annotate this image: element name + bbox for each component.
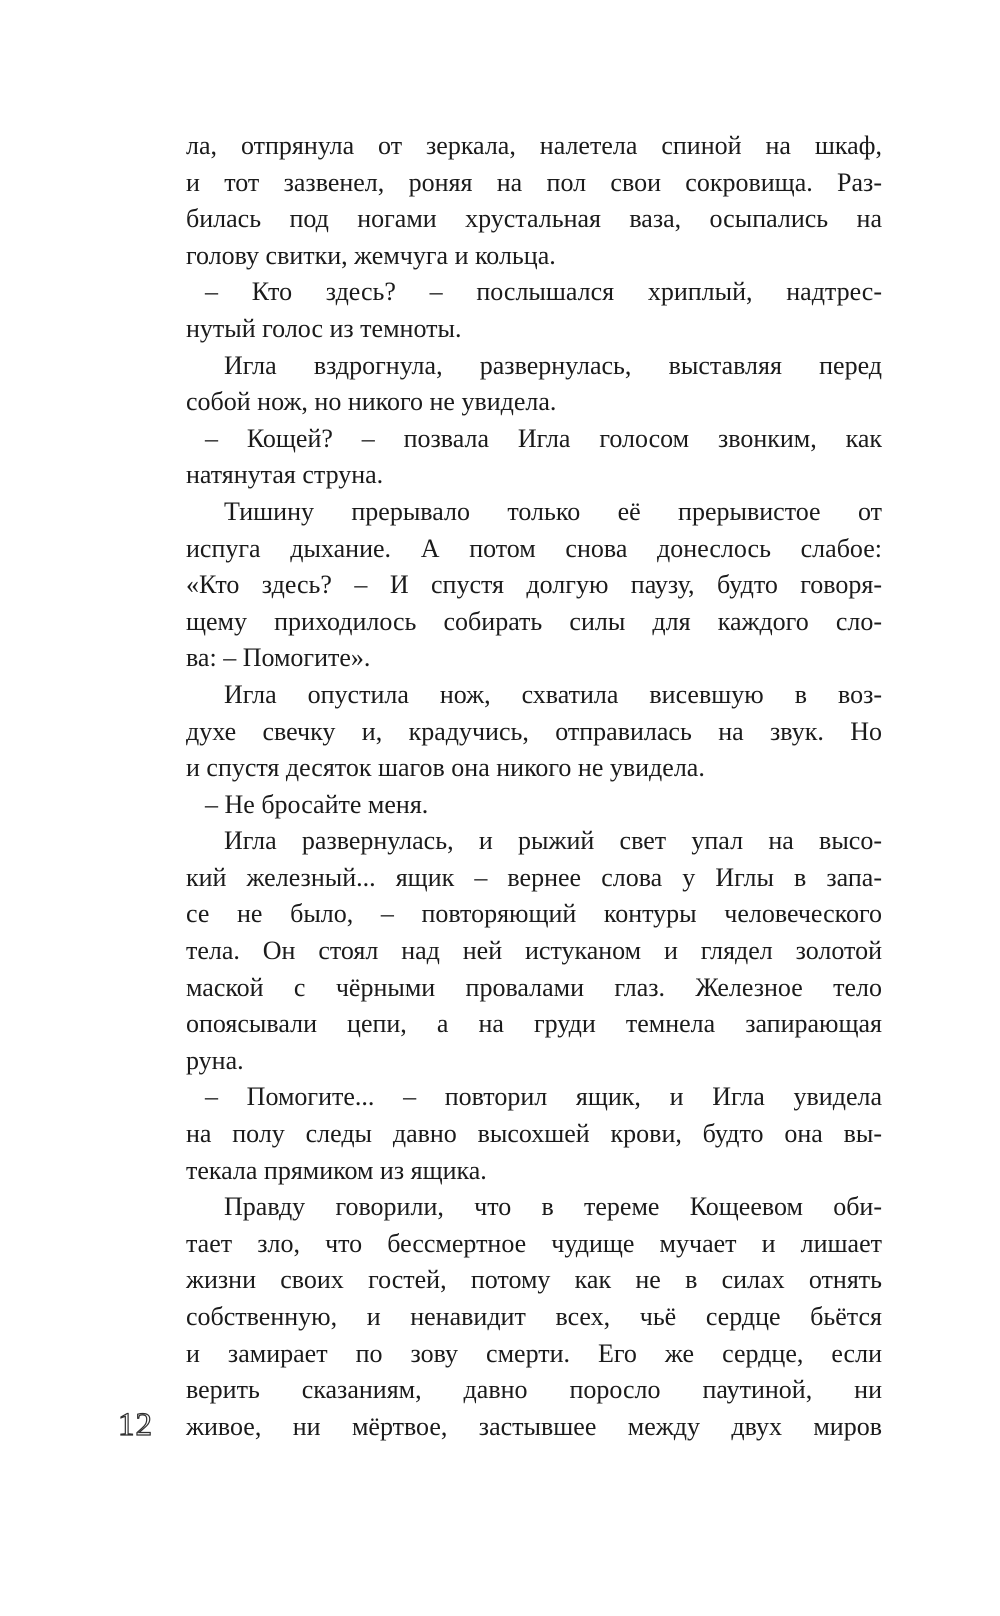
text-line: – Помогите... – повторил ящик, и Игла увидела [205,1082,882,1112]
text-line: маской с чёрными провалами глаз. Железное тело [186,972,882,1002]
text-line: голову свитки, жемчуга и кольца. [186,240,556,270]
text-line: Игла опустила нож, схватила висевшую в воз- [224,679,882,709]
text-line: собой нож, но никого не увидела. [186,387,557,417]
text-line: «Кто здесь? – И спустя долгую паузу, будто говоря- [186,570,882,600]
text-block [186,128,882,1445]
text-line: и замирает по зову смерти. Его же сердце, если [186,1338,882,1368]
text-line: и тот зазвенел, роняя на пол свои сокровища. Раз- [186,167,882,197]
text-line: жизни своих гостей, потому как не в силах отнять [186,1265,882,1295]
text-line: Игла развернулась, и рыжий свет упал на высо- [224,826,882,856]
text-line: на полу следы давно высохшей крови, будто она вы- [186,1119,882,1149]
text-line: щему приходилось собирать силы для каждого сло- [186,606,882,636]
text-line: билась под ногами хрустальная ваза, осыпались на [186,204,882,234]
text-line: опоясывали цепи, а на груди темнела запирающая [186,1009,882,1039]
text-line: ла, отпрянула от зеркала, налетела спиной на шкаф, [186,131,882,160]
text-line: се не было, – повторяющий контуры человеческого [186,899,882,929]
text-line: испуга дыхание. А потом снова донеслось слабое: [186,533,882,563]
text-line: живое, ни мёртвое, застывшее между двух миров [186,1411,882,1441]
text-line: кий железный... ящик – вернее слова у Иглы в запа- [186,862,882,892]
text-line: – Кощей? – позвала Игла голосом звонким, как [205,423,882,453]
text-line: тает зло, что бессмертное чудище мучает и лишает [186,1228,882,1258]
text-line: нутый голос из темноты. [186,313,462,343]
text-line: – Не бросайте меня. [205,789,429,819]
text-line: руна. [186,1045,244,1075]
text-line: тела. Он стоял над ней истуканом и глядел золотой [186,936,882,966]
text-line: Правду говорили, что в тереме Кощеевом оби- [224,1192,882,1222]
text-line: текала прямиком из ящика. [186,1155,487,1185]
text-line: натянутая струна. [186,460,384,490]
text-line: – Кто здесь? – послышался хриплый, надтрес- [205,277,882,307]
text-line: верить сказаниям, давно поросло паутиной, ни [186,1375,882,1405]
text-line: духе свечку и, крадучись, отправилась на звук. Но [186,716,882,746]
text-line: и спустя десяток шагов она никого не увидела. [186,753,705,783]
text-line: собственную, и ненавидит всех, чьё сердце бьётся [186,1302,882,1331]
text-line: Тишину прерывало только её прерывистое от [224,496,882,526]
page-number: 12 [118,1407,153,1443]
text-line: ва: – Помогите». [186,643,371,673]
text-line: Игла вздрогнула, развернулась, выставляя перед [224,350,882,380]
